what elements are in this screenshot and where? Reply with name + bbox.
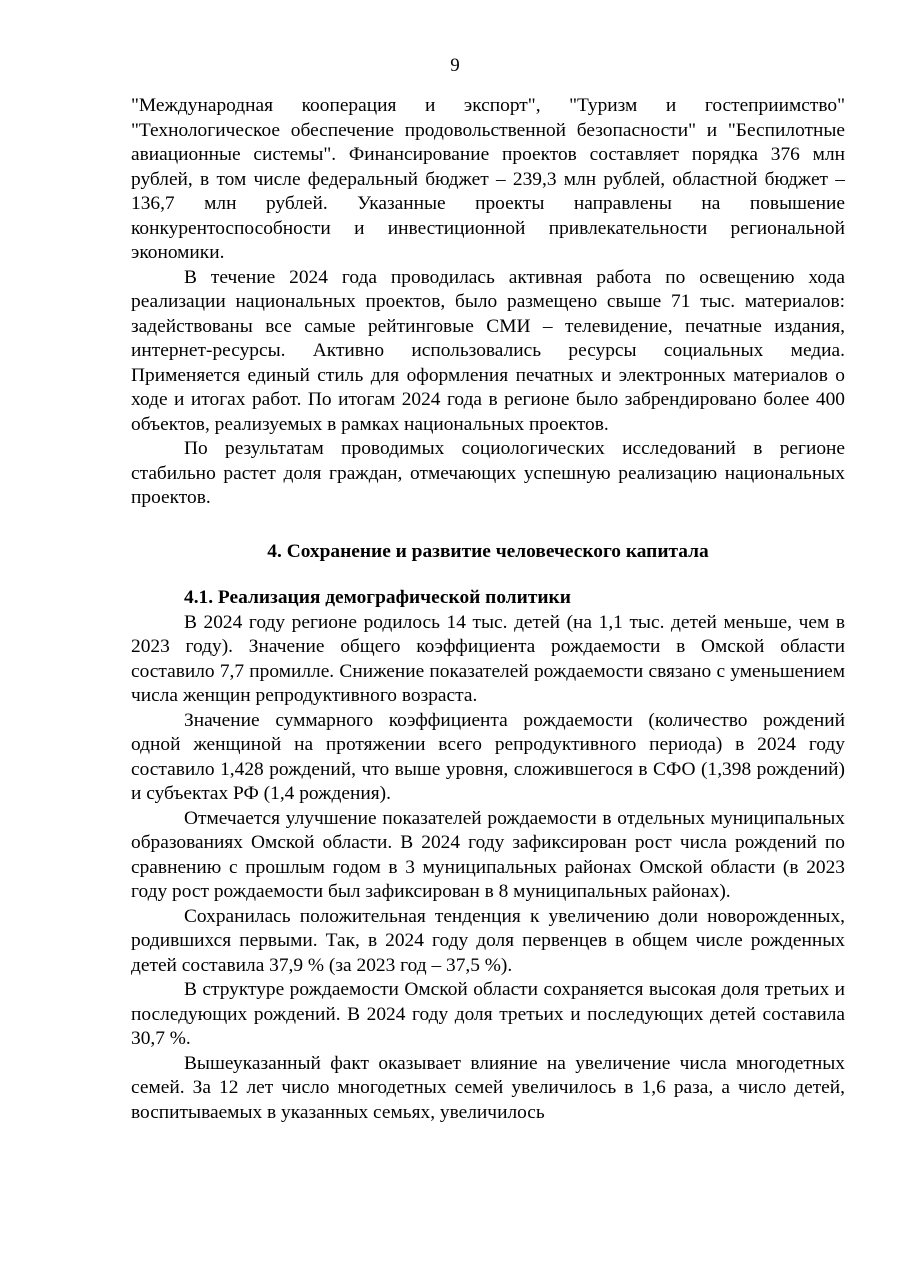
paragraph-births-2024: В 2024 году регионе родилось 14 тыс. детей (на 1,1 тыс. детей меньше, чем в 2023 году). Значение общего коэффициента рождаемости в Омской области составило 7,7 промилле. Снижение показателей рождаемости связано с уменьшением числа женщин репродуктивного возраста. (131, 611, 845, 706)
document-body (131, 94, 845, 1125)
page-number: 9 (450, 55, 460, 76)
section-title: 4. Сохранение и развитие человеческого капитала (267, 540, 709, 562)
paragraph-sociological-research: По результатам проводимых социологических исследований в регионе стабильно растет доля граждан, отмечающих успешную реализацию национальных проектов. (131, 438, 845, 508)
paragraph-municipal-improvement: Отмечается улучшение показателей рождаемости в отдельных муниципальных образованиях Омской области. В 2024 году зафиксирован рост числа рождений по сравнению с прошлым годом в 3 муниципальных районах Омской области (в 2023 году рост рождаемости был зафиксирован в 8 муниципальных районах). (131, 807, 845, 902)
paragraph-firstborn-share: Сохранилась положительная тенденция к увеличению доли новорожденных, родившихся первыми. Так, в 2024 году доля первенцев в общем числе рожденных детей составила 37,9 % (за 2023 год – 37,5 %). (131, 905, 845, 976)
paragraph-third-births-share: В структуре рождаемости Омской области сохраняется высокая доля третьих и последующих рождений. В 2024 году доля третьих и последующих детей составила 30,7 %. (131, 979, 845, 1049)
paragraph-total-fertility-rate: Значение суммарного коэффициента рождаемости (количество рождений одной женщиной на протяжении всего репродуктивного периода) в 2024 году составило 1,428 рождений, что выше уровня, сложившегося в СФО (1,398 рождений) и субъектах РФ (1,4 рождения). (131, 709, 845, 804)
subsection-title: 4.1. Реализация демографической политики (184, 587, 571, 608)
paragraph-projects-financing: "Международная кооперация и экспорт", "Туризм и гостеприимство" "Технологическое обеспечение продовольственной безопасности" и "Беспилотные авиационные системы". Финансирование проектов составляет порядка 376 млн рублей, в том числе федеральный бюджет – 239,3 млн рублей, областной бюджет – 136,7 млн рублей. Указанные проекты направлены на повышение конкурентоспособности и инвестиционной привлекательности региональной экономики. (131, 95, 845, 263)
paragraph-media-coverage: В течение 2024 года проводилась активная работа по освещению хода реализации национальных проектов, было размещено свыше 71 тыс. материалов: задействованы все самые рейтинговые СМИ – телевидение, печатные издания, интернет-ресурсы. Активно использовались ресурсы социальных медиа. Применяется единый стиль для оформления печатных и электронных материалов о ходе и итогах работ. По итогам 2024 года в регионе было забрендировано более 400 объектов, реализуемых в рамках национальных проектов. (131, 266, 845, 435)
paragraph-large-families: Вышеуказанный факт оказывает влияние на увеличение числа многодетных семей. За 12 лет число многодетных семей увеличилось в 1,6 раза, а число детей, воспитываемых в указанных семьях, увеличилось (131, 1052, 845, 1123)
